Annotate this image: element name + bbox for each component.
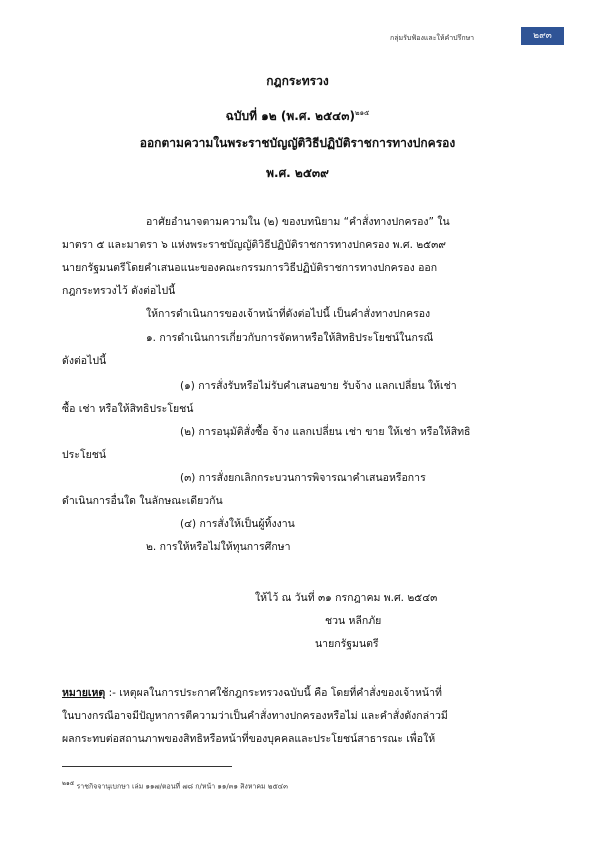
body-line: ดังต่อไปนี้ (62, 355, 107, 367)
regulation-number (0, 107, 595, 126)
body-line: ประโยชน์ (62, 449, 107, 461)
body-line: นายกรัฐมนตรีโดยคำเสนอแนะของคณะกรรมการวิธีปฏิบัติราชการทางปกครอง ออก (62, 262, 438, 274)
body-line: อาศัยอำนาจตามความใน (๒) ของบทนิยาม “คำสั่งทางปกครอง” ใน (146, 216, 450, 228)
sub-clause-2: (๒) การอนุมัติสั่งซื้อ จ้าง แลกเปลี่ยน เช่า ขาย ให้เช่า หรือให้สิทธิ (180, 426, 471, 438)
clause-1: ๑. การดำเนินการเกี่ยวกับการจัดหาหรือให้สิทธิประโยชน์ในกรณี (146, 332, 434, 344)
regulation-number-text: ฉบับที่ ๑๒ (พ.ศ. ๒๕๔๓) (225, 109, 355, 123)
footnote (62, 778, 288, 792)
enabling-act-title: ออกตามความในพระราชบัญญัติวิธีปฏิบัติราชการทางปกครอง (139, 136, 456, 150)
signature-date: ให้ไว้ ณ วันที่ ๓๑ กรกฎาคม พ.ศ. ๒๕๔๓ (255, 592, 438, 604)
footnote-number: ๒๑๕ (62, 780, 75, 787)
sub-clause-1: (๑) การสั่งรับหรือไม่รับคำเสนอขาย รับจ้าง แลกเปลี่ยน ให้เช่า (180, 380, 457, 392)
sub-clause-3: (๓) การสั่งยกเลิกกระบวนการพิจารณาคำเสนอหรือการ (180, 472, 426, 484)
page-number-badge: ๒๙๓ (521, 27, 564, 45)
note-text: :- เหตุผลในการประกาศใช้กฎกระทรวงฉบับนี้ คือ โดยที่คำสั่งของเจ้าหน้าที่ (105, 687, 442, 699)
note-label: หมายเหตุ (62, 687, 106, 699)
body-line: ดำเนินการอื่นใด ในลักษณะเดียวกัน (62, 495, 223, 507)
body-line: ให้การดำเนินการของเจ้าหน้าที่ดังต่อไปนี้ เป็นคำสั่งทางปกครอง (146, 308, 431, 320)
enabling-act-year: พ.ศ. ๒๕๓๙ (266, 166, 329, 180)
signatory-name: ชวน หลีกภัย (325, 615, 382, 627)
sub-clause-4: (๔) การสั่งให้เป็นผู้ทิ้งงาน (180, 518, 295, 530)
body-line: กฎกระทรวงไว้ ดังต่อไปนี้ (62, 285, 176, 297)
footnote-reference[interactable]: ๒๑๕ (354, 109, 370, 117)
header-section-label: กลุ่มรับฟ้องและให้คำปรึกษา (390, 34, 475, 42)
signatory-position: นายกรัฐมนตรี (315, 638, 379, 650)
body-line: มาตรา ๕ และมาตรา ๖ แห่งพระราชบัญญัติวิธีปฏิบัติราชการทางปกครอง พ.ศ. ๒๕๓๙ (62, 239, 446, 251)
note-line (62, 684, 442, 701)
note-line: ผลกระทบต่อสถานภาพของสิทธิหรือหน้าที่ของบุคคลและประโยชน์สาธารณะ เพื่อให้ (62, 733, 436, 745)
document-title: กฎกระทรวง (266, 74, 329, 88)
clause-2: ๒. การให้หรือไม่ให้ทุนการศึกษา (146, 541, 291, 553)
footnote-text: ราชกิจจานุเบกษา เล่ม ๑๑๗/ตอนที่ ๗๘ ก/หน้า ๑๑/๓๑ สิงหาคม ๒๕๔๓ (74, 782, 288, 791)
body-line: ซื้อ เช่า หรือให้สิทธิประโยชน์ (62, 403, 194, 415)
note-line: ในบางกรณีอาจมีปัญหาการตีความว่าเป็นคำสั่งทางปกครองหรือไม่ และคำสั่งดังกล่าวมี (62, 710, 448, 722)
footnote-divider (62, 766, 232, 767)
